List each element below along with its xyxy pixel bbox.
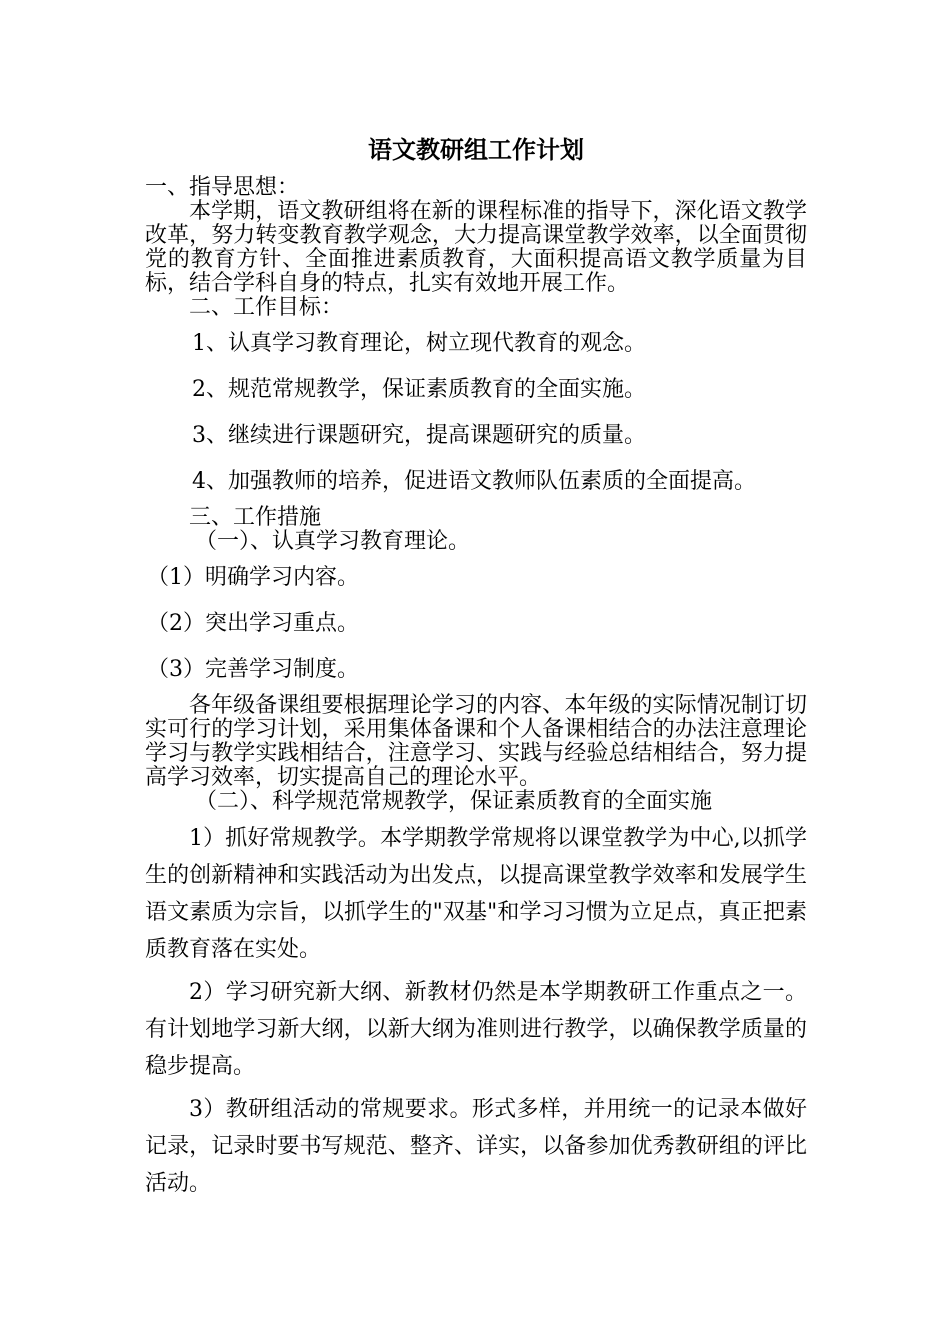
section-heading-guiding-ideas: 一、指导思想： [145,175,300,200]
work-goal-item: 3、继续进行课题研究，提高课题研究的质量。 [192,423,646,448]
regular-teaching-paragraph-1: 1）抓好常规教学。本学期教学常规将以课堂教学为中心,以抓学生的创新精神和实践活动为出发点，以提高课堂教学效率和发展学生语文素质为宗旨，以抓学生的"双基"和学习习惯为立足点，真正把素质教育落在实处。 [145,826,807,962]
document-page [145,130,807,1202]
subsection-heading-study-theory: （一）、认真学习教育理论。 [195,529,471,554]
regular-teaching-paragraph-3: 3）教研组活动的常规要求。形式多样，并用统一的记录本做好记录，记录时要书写规范、整齐、详实，以备参加优秀教研组的评比活动。 [145,1097,807,1196]
work-goal-item: 1、认真学习教育理论，树立现代教育的观念。 [192,331,646,356]
document-title: 语文教研组工作计划 [368,135,584,164]
section-heading-work-goals: 二、工作目标： [189,295,344,320]
study-item: （2）突出学习重点。 [147,611,359,636]
work-goal-item: 4、加强教师的培养，促进语文教师队伍素质的全面提高。 [192,469,756,494]
regular-teaching-paragraph-2: 2）学习研究新大纲、新教材仍然是本学期教研工作重点之一。有计划地学习新大纲，以新大纲为准则进行教学，以确保教学质量的稳步提高。 [145,980,807,1079]
work-goal-item: 2、规范常规教学，保证素质教育的全面实施。 [192,377,646,402]
subsection-heading-regular-teaching: （二）、科学规范常规教学，保证素质教育的全面实施 [195,789,713,814]
study-theory-paragraph: 各年级备课组要根据理论学习的内容、本年级的实际情况制订切实可行的学习计划，采用集体备课和个人备课相结合的办法注意理论学习与教学实践相结合，注意学习、实践与经验总结相结合，努力提高学习效率，切实提高自己的理论水平。 [145,693,807,790]
guiding-ideas-paragraph: 本学期，语文教研组将在新的课程标准的指导下，深化语文教学改革，努力转变教育教学观念，大力提高课堂教学效率，以全面贯彻党的教育方针、全面推进素质教育，大面积提高语文教学质量为目标，结合学科自身的特点，扎实有效地开展工作。 [145,199,807,296]
section-heading-work-measures: 三、工作措施 [189,505,322,530]
study-item: （3）完善学习制度。 [147,657,359,682]
study-item: （1）明确学习内容。 [147,565,359,590]
